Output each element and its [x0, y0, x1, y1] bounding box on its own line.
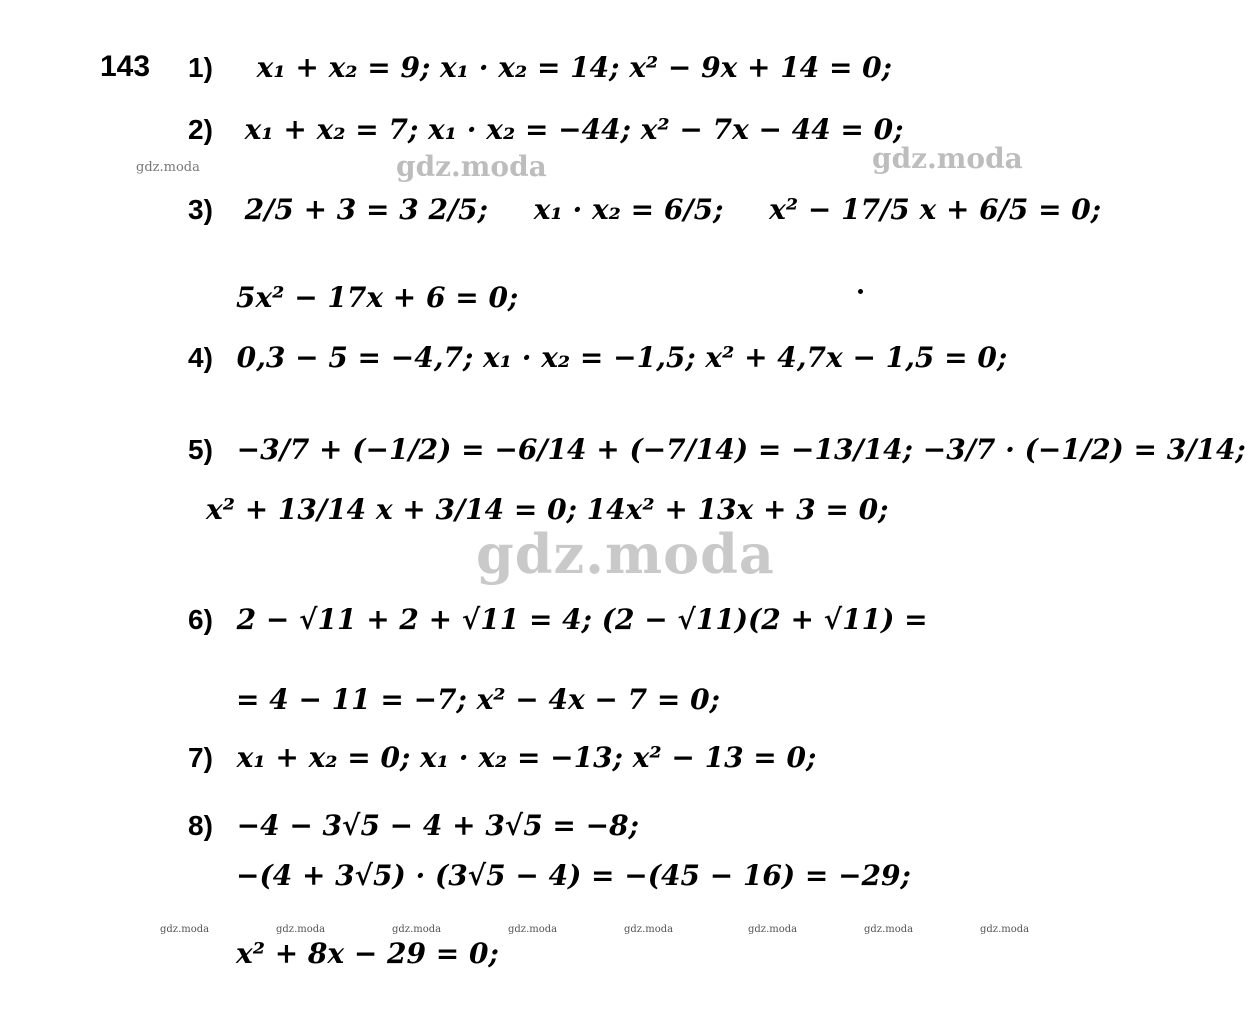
item-8-line2: −(4 + 3√5) · (3√5 − 4) = −(45 − 16) = −29; — [236, 859, 911, 892]
item-label: 5) — [188, 434, 213, 465]
watermark-top-left: gdz.moda — [136, 160, 200, 175]
item-5-line1: −3/7 + (−1/2) = −6/14 + (−7/14) = −13/14; −3/7 · (−1/2) = 3/14; — [236, 433, 1246, 466]
item-3-line2: 5x² − 17x + 6 = 0; — [236, 281, 519, 314]
item-3 — [188, 193, 1102, 226]
item-7-equations: x₁ + x₂ = 0; x₁ · x₂ = −13; x² − 13 = 0; — [236, 741, 817, 774]
item-8 — [188, 809, 639, 842]
item-2-equations: x₁ + x₂ = 7; x₁ · x₂ = −44; x² − 7x − 44 = 0; — [244, 113, 904, 146]
item-6 — [188, 603, 928, 636]
watermark-footer: gdz.moda — [980, 924, 1030, 935]
item-3-sum: 2/5 + 3 = 3 2/5; — [244, 193, 489, 226]
item-label: 2) — [188, 114, 213, 145]
item-6-line2: = 4 − 11 = −7; x² − 4x − 7 = 0; — [236, 683, 720, 716]
item-label: 6) — [188, 604, 213, 635]
watermark-footer: gdz.moda — [276, 924, 326, 935]
watermark-footer: gdz.moda — [624, 924, 674, 935]
item-3-product: x₁ · x₂ = 6/5; — [533, 193, 724, 226]
watermark-footer: gdz.moda — [748, 924, 798, 935]
watermark-footer: gdz.moda — [160, 924, 210, 935]
item-label: 1) — [188, 52, 213, 83]
item-label: 4) — [188, 342, 213, 373]
problem-number: 143 — [100, 50, 151, 83]
item-7 — [188, 741, 817, 774]
item-4-equations: 0,3 − 5 = −4,7; x₁ · x₂ = −1,5; x² + 4,7x − 1,5 = 0; — [236, 341, 1008, 374]
watermark-top-right: gdz.moda — [872, 142, 1023, 175]
item-1-equations: x₁ + x₂ = 9; x₁ · x₂ = 14; x² − 9x + 14 = 0; — [256, 51, 893, 84]
watermark-footer: gdz.moda — [508, 924, 558, 935]
item-6-line1: 2 − √11 + 2 + √11 = 4; (2 − √11)(2 + √11) = — [236, 603, 928, 636]
item-8-line3: x² + 8x − 29 = 0; — [236, 937, 499, 970]
item-5 — [188, 433, 1246, 466]
item-1 — [188, 51, 893, 84]
item-5-line2: x² + 13/14 x + 3/14 = 0; 14x² + 13x + 3 = 0; — [206, 493, 889, 526]
item-label: 7) — [188, 742, 213, 773]
watermark-footer: gdz.moda — [392, 924, 442, 935]
item-label: 3) — [188, 194, 213, 225]
stray-dot — [858, 289, 863, 294]
item-2 — [188, 113, 904, 146]
item-4 — [188, 341, 1008, 374]
watermark-main: gdz.moda — [476, 522, 775, 586]
watermark-top-center: gdz.moda — [396, 150, 547, 183]
watermark-footer: gdz.moda — [864, 924, 914, 935]
item-3-equation: x² − 17/5 x + 6/5 = 0; — [769, 193, 1102, 226]
item-8-line1: −4 − 3√5 − 4 + 3√5 = −8; — [236, 809, 639, 842]
item-label: 8) — [188, 810, 213, 841]
